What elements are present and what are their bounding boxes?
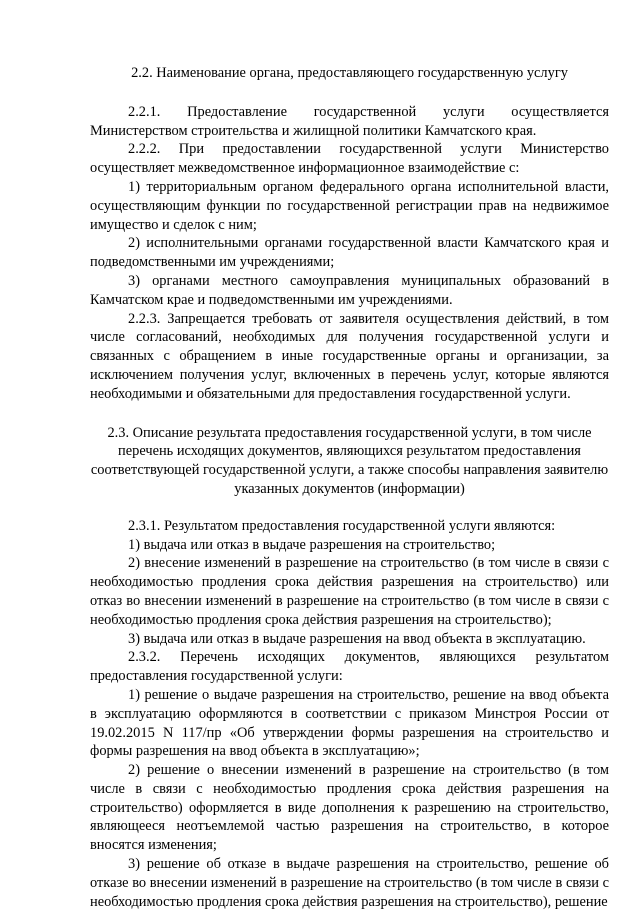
paragraph-2-3-1: 2.3.1. Результатом предоставления государственной услуги являются: [128, 517, 556, 534]
list-item-2-3-2-3: 3) решение об отказе в выдаче разрешения на строительство, решение об отказе во внесении изменений в разрешение на строительство (в том числе в связи с необходимостью продления срока действия разрешения на строительство), решение [90, 856, 609, 910]
spacer [90, 83, 609, 103]
section-2-2-heading: 2.2. Наименование органа, предоставляющего государственную услугу [131, 65, 568, 81]
list-item-2-3-1-3: 3) выдача или отказ в выдаче разрешения на ввод объекта в эксплуатацию. [128, 630, 586, 647]
paragraph-2-3-2: 2.3.2. Перечень исходящих документов, являющихся результатом предоставления государственной услуги: [90, 649, 609, 685]
list-item-2-2-2-1: 1) территориальным органом федерального органа исполнительной власти, осуществляющим функции по государственной регистрации прав на недвижимое имущество и сделок с ним; [90, 178, 609, 233]
list-item-2-3-1-1: 1) выдача или отказ в выдаче разрешения на строительство; [128, 536, 496, 553]
spacer [90, 499, 609, 517]
paragraph-2-2-2: 2.2.2. При предоставлении государственной услуги Министерство осуществляет межведомственное информационное взаимодействие с: [90, 141, 609, 177]
list-item-2-3-2-1: 1) решение о выдаче разрешения на строительство, решение на ввод объекта в эксплуатацию оформляются в соответствии с приказом Минстроя России от 19.02.2015 N 117/пр «Об утверждении формы разрешения на строительство и формы разрешения на ввод объекта в эксплуатацию»; [90, 686, 609, 760]
list-item-2-3-2-2: 2) решение о внесении изменений в разрешение на строительство (в том числе в связи с необходимостью продления срока действия разрешения на строительство) оформляется в виде дополнения к разрешению на строительство, являющееся неотъемлемой частью разрешения на строительство, в которое вносятся изменения; [90, 762, 609, 854]
document-body [90, 64, 609, 911]
paragraph-2-2-1: 2.2.1. Предоставление государственной услуги осуществляется Министерством строительства и жилищной политики Камчатского края. [90, 103, 609, 139]
list-item-2-2-2-3: 3) органами местного самоуправления муниципальных образований в Камчатском крае и подведомственными им учреждениями. [90, 272, 609, 308]
list-item-2-3-1-2: 2) внесение изменений в разрешение на строительство (в том числе в связи с необходимостью продления срока действия разрешения на строительство) или отказ во внесении изменений в разрешение на строительство (в том числе в связи с необходимостью продления срока действия разрешения на строительство); [90, 555, 609, 628]
paragraph-2-2-3: 2.2.3. Запрещается требовать от заявителя осуществления действий, в том числе согласований, необходимых для получения государственной услуги и связанных с обращением в иные государственные органы и организации, за исключением получения услуг, включенных в перечень услуг, которые являются необходимыми и обязательными для предоставления государственной услуги. [90, 310, 609, 402]
section-2-3-heading: 2.3. Описание результата предоставления государственной услуги, в том числе перечень исходящих документов, являющихся результатом предоставления соответствующей государственной услуги, а также способы направления заявителю указанных документов (информации) [90, 424, 609, 497]
spacer [90, 404, 609, 424]
list-item-2-2-2-2: 2) исполнительными органами государственной власти Камчатского края и подведомственными им учреждениями; [90, 235, 609, 271]
